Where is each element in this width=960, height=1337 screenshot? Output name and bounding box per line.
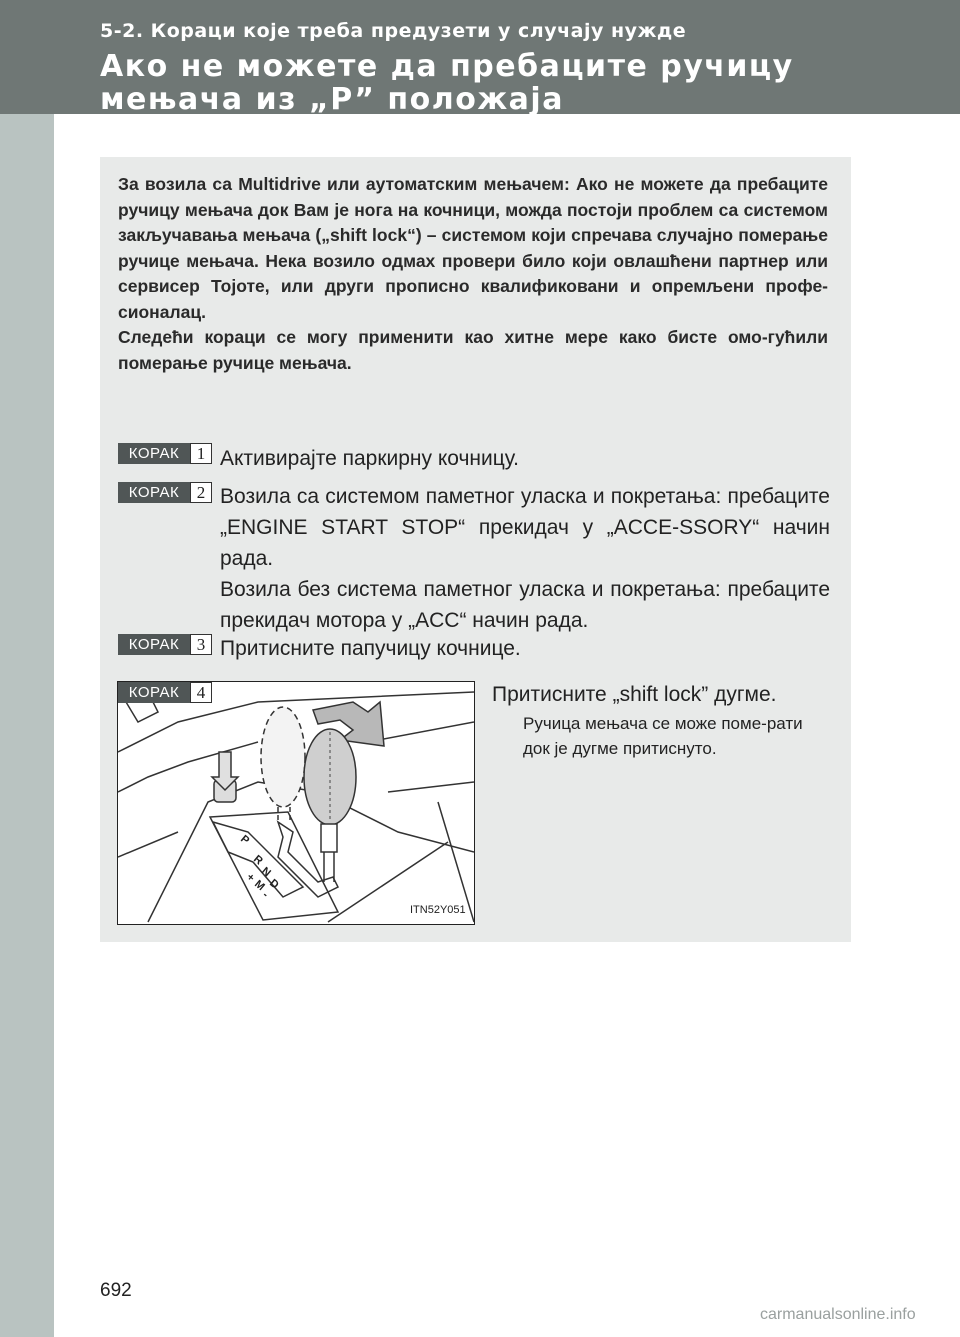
intro-paragraph-1: За возила са Multidrive или аутоматским мењачем: Ако не можете да пребаците ручицу мењача док Вам је нога на кочници, можда постоји проблем са системом закључавања мењача („shift lock“) – системом који спречава случајно померање ручице мењача. Нека возило одмах провери било који овлашћени партнер или сервисер Тојоте, или други прописно квалификовани и опремљени профе-сионалац. <box>118 174 828 322</box>
step-2-badge <box>118 482 218 503</box>
step-3-badge <box>118 634 218 655</box>
intro-text <box>118 172 828 376</box>
shift-lever-drawing <box>118 682 474 924</box>
gate-label: + <box>244 871 257 885</box>
step-label: КОРАК <box>118 482 190 503</box>
step-1-instruction: Активирајте паркирну кочницу. <box>220 447 520 470</box>
gate-label: - <box>260 889 271 901</box>
page-title: Ако не можете да пребаците ручицу мењача из „P” положаја <box>100 49 794 117</box>
shift-lock-illustration <box>117 681 475 925</box>
step-3-text <box>220 633 830 664</box>
step-label: КОРАК <box>118 634 190 655</box>
figure-code: ITN52Y051 <box>410 904 466 916</box>
step-1-text <box>220 443 830 474</box>
step-4-instruction: Притисните „shift lock” дугме. <box>492 683 777 706</box>
step-2-instruction-alt: Возила без система паметног уласка и покретања: пребаците прекидач мотора у „ACC“ начин рада. <box>220 578 830 632</box>
step-2-text <box>220 481 830 636</box>
intro-paragraph-2: Следећи кораци се могу применити као хитне мере како бисте омо-гућили померање ручице мењача. <box>118 327 828 373</box>
gate-label: N <box>259 865 273 880</box>
step-number: 3 <box>190 634 212 655</box>
page-number: 692 <box>100 1280 132 1301</box>
step-number: 4 <box>190 682 212 703</box>
gate-label: D <box>267 877 281 892</box>
step-label: КОРАК <box>118 443 190 464</box>
page-header <box>0 0 960 117</box>
watermark: carmanualsonline.info <box>760 1306 916 1323</box>
step-1-badge <box>118 443 218 464</box>
step-4-note: Ручица мењача се може поме-рати док је дугме притиснуто. <box>523 714 803 758</box>
step-number: 2 <box>190 482 212 503</box>
step-2-instruction: Возила са системом паметног уласка и покретања: пребаците „ENGINE START STOP“ прекидач у „ACCE-SSORY“ начин рада. <box>220 485 830 570</box>
gate-label: M <box>252 878 267 894</box>
gate-label: R <box>251 853 265 868</box>
step-3-instruction: Притисните папучицу кочнице. <box>220 637 521 660</box>
step-number: 1 <box>190 443 212 464</box>
step-4-badge <box>118 682 218 703</box>
gate-label: P <box>238 833 252 848</box>
side-tab <box>0 0 54 1337</box>
section-heading: 5-2. Кораци које треба предузети у случају нужде <box>100 20 687 42</box>
step-label: КОРАК <box>118 682 190 703</box>
